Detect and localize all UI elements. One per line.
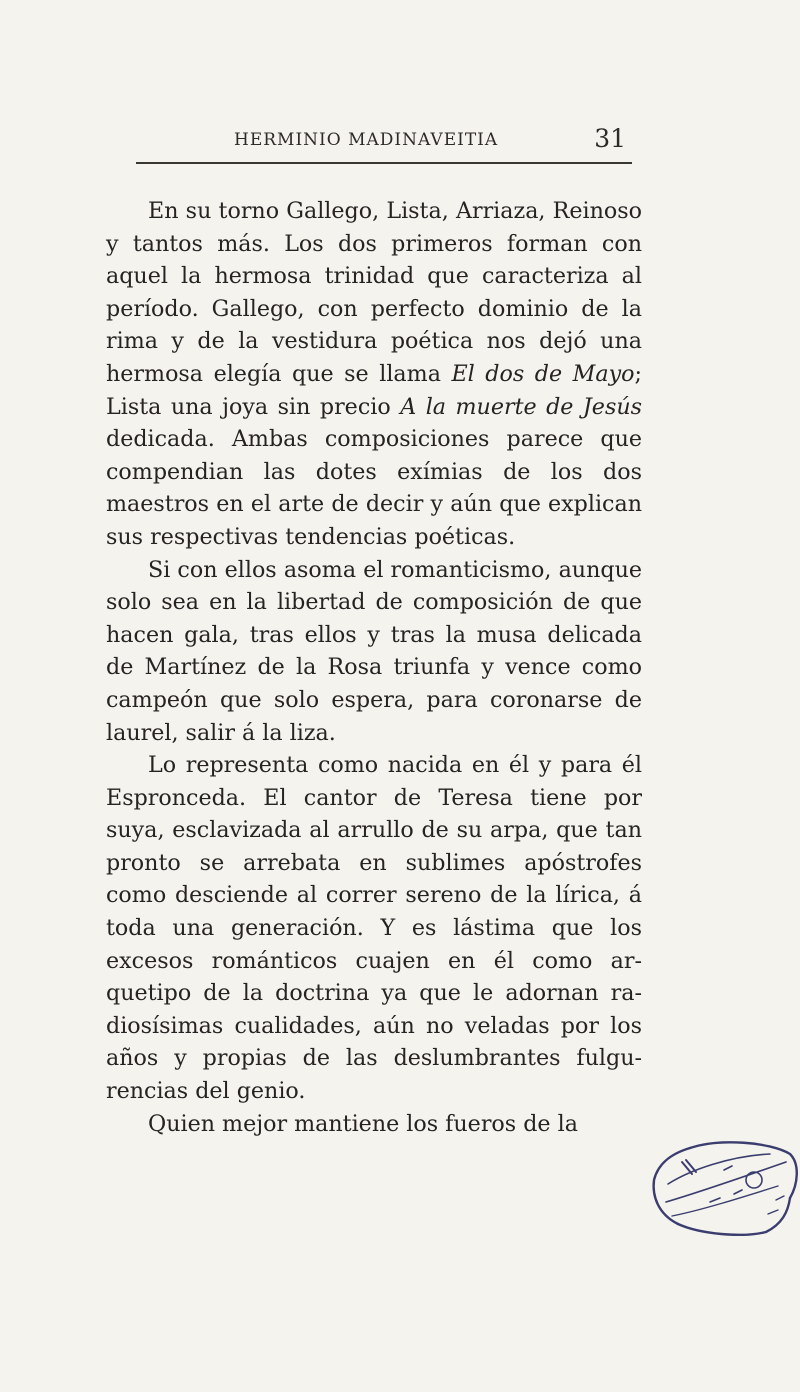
library-stamp-icon [650, 1140, 798, 1236]
paragraph-1-text-b: ; Lista una joya sin precio [106, 360, 642, 420]
paragraph-1 [106, 195, 642, 554]
paragraph-3: Lo representa como nacida en él y para él Espronceda. El cantor de Teresa tiene por suya, esclavizada al arrullo de su arpa, que tan pronto se arrebata en sublimes apóstrofes como desciende al correr sereno de la lírica, á toda una generación. Y es lástima que los excesos románticos cuajen en él como arquetipo de la doctrina ya que le adornan radiosísimas cualidades, aún no veladas por los años y propias de las deslumbrantes fulgurencias del genio. [106, 752, 642, 1105]
body-text [106, 195, 642, 1140]
running-head [136, 122, 632, 164]
title-el-dos-de-mayo: El dos de Mayo [451, 360, 635, 387]
paragraph-1-text-c: dedicada. Ambas composiciones parece que compendian las dotes exímias de los dos maestros en el arte de decir y aún que explican sus respectivas tendencias poéticas. [106, 426, 642, 550]
title-a-la-muerte-de-jesus: A la muerte de Jesús [400, 393, 643, 420]
paragraph-2: Si con ellos asoma el romanticismo, aunque solo sea en la libertad de composición de que hacen gala, tras ellos y tras la musa delicada de Martínez de la Rosa triunfa y vence como campeón que solo espera, para coronarse de laurel, salir á la liza. [106, 556, 642, 746]
paragraph-4: Quien mejor mantiene los fueros de la [148, 1110, 578, 1137]
running-title: HERMINIO MADINAVEITIA [234, 130, 499, 150]
paragraph-1-text-a: En su torno Gallego, Lista, Arriaza, Reinoso y tantos más. Los dos primeros forman con aquel la hermosa trinidad que caracteriza al período. Gallego, con perfecto dominio de la rima y de la vestidura poética nos dejó una hermosa elegía que se llama [106, 198, 642, 387]
page-number: 31 [594, 124, 626, 153]
